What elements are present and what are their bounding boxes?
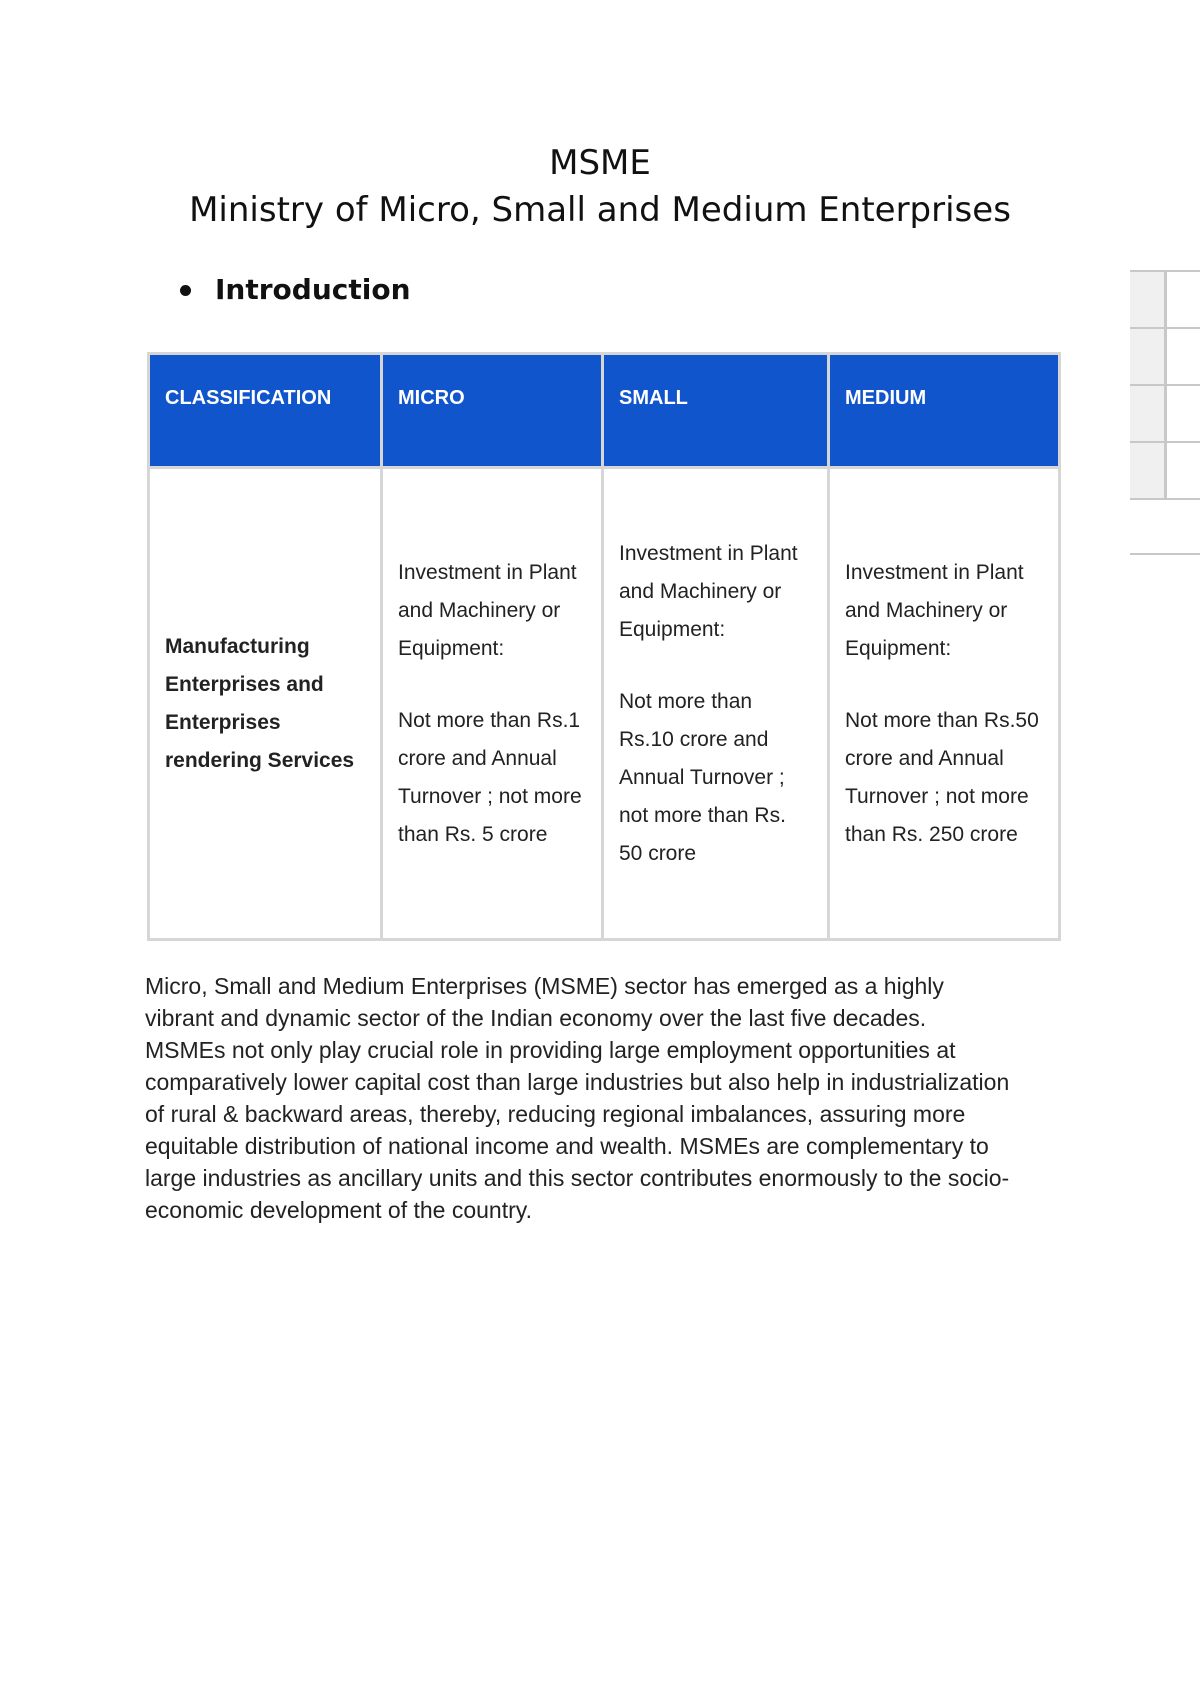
intro-paragraph	[145, 970, 1065, 1226]
medium-line: Equipment:	[845, 636, 952, 660]
micro-line: Investment in Plant	[398, 560, 577, 584]
offpage-table-fragment	[1130, 270, 1200, 555]
document-title: MSME	[549, 143, 651, 183]
medium-line: crore and Annual	[845, 746, 1004, 770]
paragraph-line: economic development of the country.	[145, 1197, 532, 1223]
small-line: Rs.10 crore and	[619, 727, 769, 751]
micro-line: than Rs. 5 crore	[398, 822, 548, 846]
medium-line: and Machinery or	[845, 598, 1008, 622]
paragraph-line: MSMEs not only play crucial role in providing large employment opportunities at	[145, 1037, 956, 1063]
bullet-icon	[180, 285, 191, 296]
document-title-block	[0, 140, 1200, 234]
medium-line: Turnover ; not more	[845, 784, 1029, 808]
micro-line: Turnover ; not more	[398, 784, 582, 808]
paragraph-line: equitable distribution of national income and wealth. MSMEs are complementary to	[145, 1133, 989, 1159]
medium-line: than Rs. 250 crore	[845, 822, 1018, 846]
small-line: Not more than	[619, 689, 753, 713]
msme-classification-table	[147, 352, 1061, 941]
classification-line: Enterprises	[165, 710, 281, 734]
classification-line: Manufacturing	[165, 634, 310, 658]
header-classification: CLASSIFICATION	[149, 354, 382, 468]
cell-medium	[829, 468, 1060, 940]
small-line: Equipment:	[619, 617, 726, 641]
paragraph-line: large industries as ancillary units and this sector contributes enormously to the socio-	[145, 1165, 1010, 1191]
small-line: not more than Rs.	[619, 803, 786, 827]
paragraph-line: of rural & backward areas, thereby, reducing regional imbalances, assuring more	[145, 1101, 966, 1127]
small-line: Annual Turnover ;	[619, 765, 785, 789]
classification-line: Enterprises and	[165, 672, 324, 696]
cell-micro	[382, 468, 603, 940]
paragraph-line: comparatively lower capital cost than large industries but also help in industrialization	[145, 1069, 1010, 1095]
small-line: and Machinery or	[619, 579, 782, 603]
table-header-row	[149, 354, 1060, 468]
cell-classification	[149, 468, 382, 940]
small-line: Investment in Plant	[619, 541, 798, 565]
micro-line: Not more than Rs.1	[398, 708, 581, 732]
classification-line: rendering Services	[165, 748, 355, 772]
section-heading-introduction	[180, 272, 411, 308]
document-subtitle: Ministry of Micro, Small and Medium Enterprises	[189, 190, 1011, 230]
cell-small	[603, 468, 829, 940]
header-medium: MEDIUM	[829, 354, 1060, 468]
medium-line: Not more than Rs.50	[845, 708, 1039, 732]
micro-line: crore and Annual	[398, 746, 557, 770]
medium-line: Investment in Plant	[845, 560, 1024, 584]
header-small: SMALL	[603, 354, 829, 468]
section-heading-label: Introduction	[215, 273, 411, 306]
micro-line: and Machinery or	[398, 598, 561, 622]
paragraph-line: vibrant and dynamic sector of the Indian economy over the last five decades.	[145, 1005, 927, 1031]
header-micro: MICRO	[382, 354, 603, 468]
small-line: 50 crore	[619, 841, 697, 865]
micro-line: Equipment:	[398, 636, 505, 660]
table-row	[149, 468, 1060, 940]
paragraph-line: Micro, Small and Medium Enterprises (MSME) sector has emerged as a highly	[145, 973, 944, 999]
